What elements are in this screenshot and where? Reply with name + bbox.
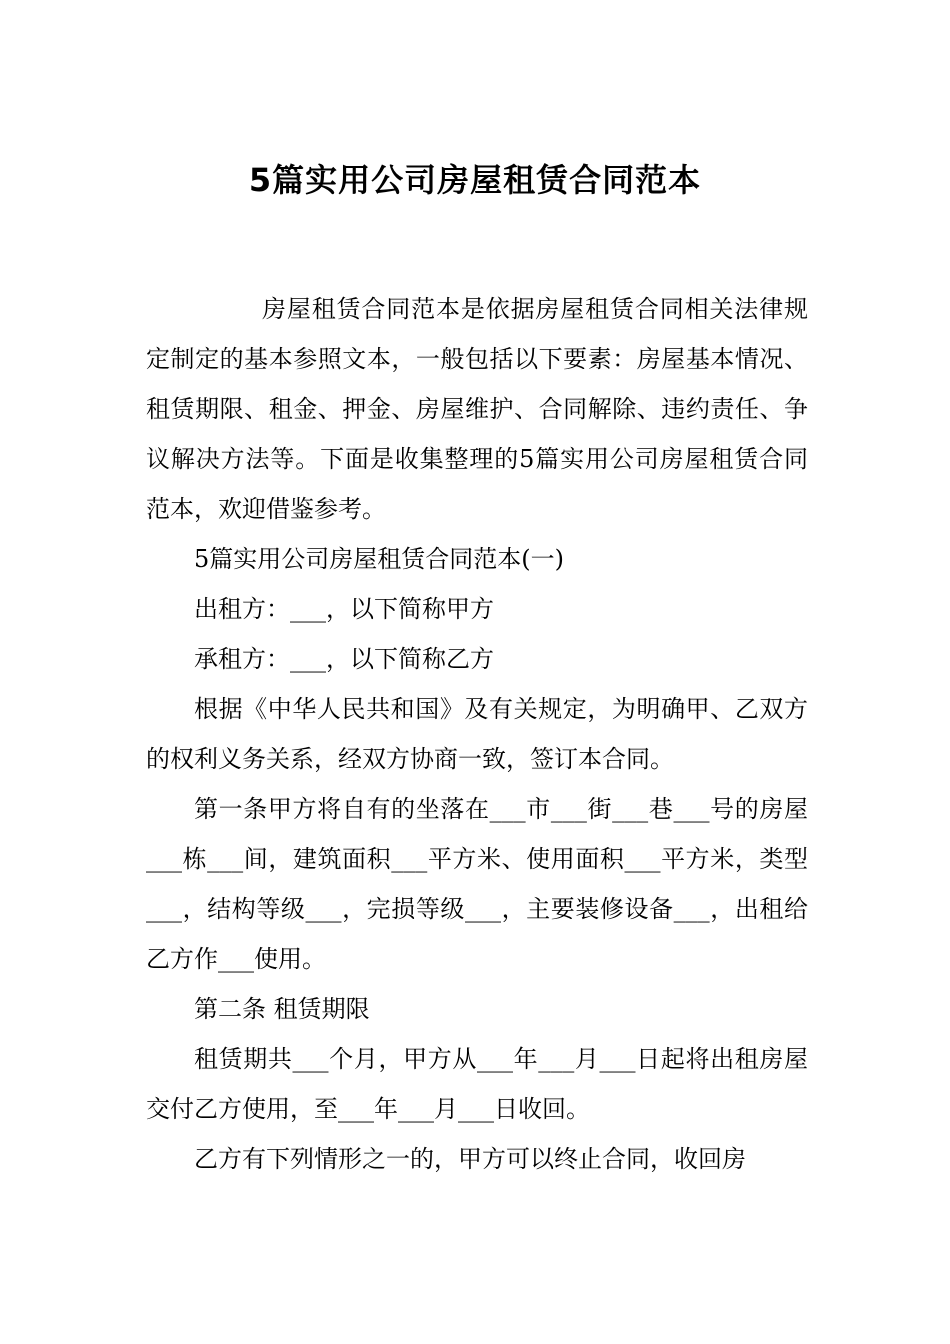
- article-two-heading: 第二条 租赁期限: [194, 995, 370, 1023]
- lessee-line: 承租方：___，以下简称乙方: [194, 645, 494, 673]
- lessor-line: 出租方：___，以下简称甲方: [194, 595, 494, 623]
- termination-paragraph: 乙方有下列情形之一的，甲方可以终止合同，收回房: [194, 1145, 746, 1173]
- lease-term-paragraph: 租赁期共___个月，甲方从___年___月___日起将出租房屋交付乙方使用，至___年___月___日收回。: [146, 1045, 808, 1123]
- article-one-paragraph: 第一条甲方将自有的坐落在___市___街___巷___号的房屋___栋___间，建筑面积___平方米、使用面积___平方米，类型___，结构等级___，完损等级___，主要装修设备___，出租给乙方作___使用。: [146, 795, 808, 973]
- basis-paragraph: 根据《中华人民共和国》及有关规定，为明确甲、乙双方的权利义务关系，经双方协商一致，签订本合同。: [146, 695, 808, 773]
- document-body: [146, 284, 808, 1184]
- document-title: 5篇实用公司房屋租赁合同范本: [248, 161, 702, 199]
- section-heading: 5篇实用公司房屋租赁合同范本(一): [194, 545, 564, 573]
- intro-paragraph: 房屋租赁合同范本是依据房屋租赁合同相关法律规定制定的基本参照文本，一般包括以下要素：房屋基本情况、租赁期限、租金、押金、房屋维护、合同解除、违约责任、争议解决方法等。下面是收集整理的5篇实用公司房屋租赁合同范本，欢迎借鉴参考。: [146, 295, 808, 523]
